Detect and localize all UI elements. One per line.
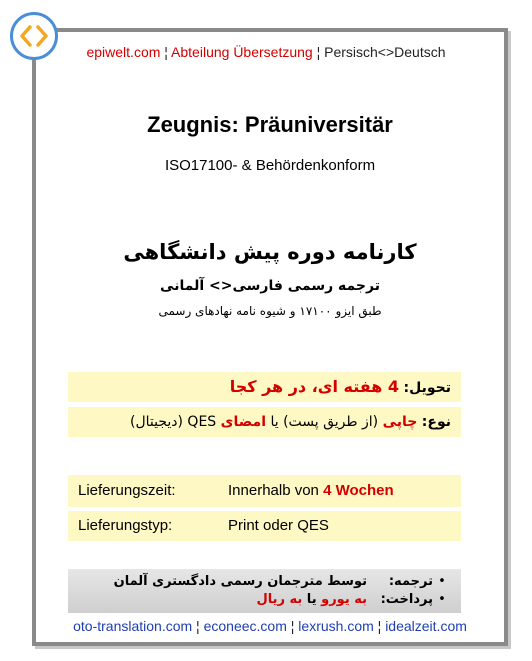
link-lexrush[interactable]: lexrush.com <box>298 618 374 634</box>
german-delivery-prefix: Innerhalb von <box>228 482 324 499</box>
translation-line <box>68 573 451 591</box>
german-type-value: Print oder QES <box>228 517 329 534</box>
separator: ¦ <box>312 44 325 60</box>
page-title: Zeugnis: Präuniversitär <box>147 112 393 137</box>
link-idealzeit[interactable]: idealzeit.com <box>385 618 467 634</box>
translation-label: ترجمه: <box>388 574 433 589</box>
german-delivery-label: Lieferungszeit: <box>78 482 176 499</box>
page-subtitle: ISO17100- & Behördenkonform <box>164 157 376 174</box>
payment-line <box>68 591 451 609</box>
link-oto-translation[interactable]: oto-translation.com <box>73 618 193 634</box>
partner-links <box>0 618 532 634</box>
terms-box <box>68 569 461 613</box>
persian-type-print: چاپی <box>382 414 418 430</box>
bullet: • <box>438 592 446 607</box>
department-link[interactable]: Abteilung Übersetzung <box>171 44 313 60</box>
persian-type-label: نوع: <box>421 414 451 430</box>
link-econeec[interactable]: econeec.com <box>203 618 287 634</box>
payment-or: یا <box>302 592 322 607</box>
separator: ¦ <box>192 618 204 634</box>
persian-type-sign: امضای <box>220 414 266 430</box>
translation-value: توسط مترجمان رسمی دادگستری آلمان <box>113 574 367 589</box>
persian-delivery-row <box>68 372 461 402</box>
persian-subtitle: ترجمه رسمی فارسی<> آلمانی <box>160 278 380 294</box>
payment-euro: به یورو <box>321 592 367 607</box>
persian-title: کارنامه دوره پیش دانشگاهی <box>123 240 417 264</box>
separator: ¦ <box>160 44 172 60</box>
payment-rial: به ریال <box>256 592 303 607</box>
german-delivery-value: 4 Wochen <box>323 482 394 499</box>
bullet: • <box>438 574 446 589</box>
persian-delivery-value: 4 هفته ای، در هر کجا <box>229 377 400 396</box>
persian-note: طبق ایزو ۱۷۱۰۰ و شیوه نامه نهادهای رسمی <box>158 304 382 318</box>
language-pair: Persisch<>Deutsch <box>324 44 446 60</box>
german-delivery-row <box>68 475 461 507</box>
persian-type-row <box>68 407 461 437</box>
payment-label: پرداخت: <box>380 592 433 607</box>
site-link[interactable]: epiwelt.com <box>86 44 161 60</box>
german-type-row <box>68 511 461 541</box>
persian-type-mid: (از طریق پست) یا <box>266 414 383 430</box>
persian-type-qes: QES (دیجیتال) <box>129 414 221 430</box>
german-type-label: Lieferungstyp: <box>78 517 173 534</box>
header-line <box>0 44 532 60</box>
persian-delivery-label: تحویل: <box>403 380 451 396</box>
separator: ¦ <box>373 618 386 634</box>
separator: ¦ <box>286 618 299 634</box>
